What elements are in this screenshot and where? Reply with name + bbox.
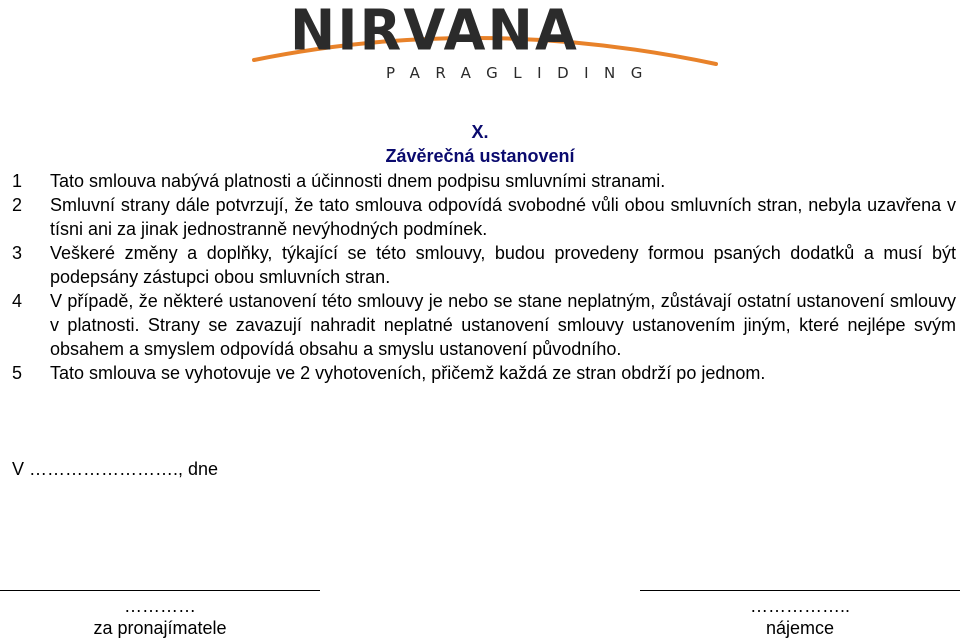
signature-block-lessor (0, 590, 320, 640)
nirvana-paragliding-logo (250, 0, 720, 92)
clause-text: Veškeré změny a doplňky, týkající se této smlouvy, budou provedeny formou psaných dodatků a musí být podepsány zástupci obou smluvních stran. (50, 243, 956, 287)
section-number: X. (471, 122, 489, 142)
section-title: Závěrečná ustanovení (385, 146, 575, 166)
clause-item (12, 241, 956, 289)
clause-list (12, 169, 956, 385)
clause-text: Tato smlouva se vyhotovuje ve 2 vyhotoveních, přičemž každá ze stran obdrží po jednom. (50, 363, 766, 383)
signature-role: za pronajímatele (93, 618, 227, 638)
clause-number: 4 (12, 291, 23, 311)
clause-number: 2 (12, 195, 23, 215)
signature-line (0, 590, 320, 591)
clause-text: Smluvní strany dále potvrzují, že tato smlouva odpovídá svobodné vůli obou smluvních stran, nebyla uzavřena v tísni ani za jinak jednostranně nevýhodných podmínek. (50, 195, 956, 239)
logo-subtitle-text: PARAGLIDING (386, 64, 658, 82)
place-and-date-line: V ……………………., dne (12, 459, 219, 479)
clause-item (12, 289, 956, 361)
clause-item (12, 193, 956, 241)
logo-brand-text: NIRVANA (290, 0, 579, 63)
clause-item (12, 169, 956, 193)
clause-number: 3 (12, 243, 23, 263)
clause-text: V případě, že některé ustanovení této smlouvy je nebo se stane neplatným, zůstávají ostatní ustanovení smlouvy v platnosti. Strany se zavazují nahradit neplatné ustanovení smlouvy ustanovením jiným, které nejlépe svým obsahem a smyslem odpovídá obsahu a smyslu ustanovení původního. (50, 291, 956, 359)
signature-dots: …………….. (749, 596, 850, 616)
signature-block-tenant (640, 590, 960, 640)
clause-number: 1 (12, 171, 23, 191)
clause-item (12, 361, 956, 385)
signature-line (640, 590, 960, 591)
clause-number: 5 (12, 363, 23, 383)
signature-role: nájemce (765, 618, 835, 638)
signature-dots: ………… (124, 596, 196, 616)
clause-text: Tato smlouva nabývá platnosti a účinnosti dnem podpisu smluvními stranami. (50, 171, 666, 191)
